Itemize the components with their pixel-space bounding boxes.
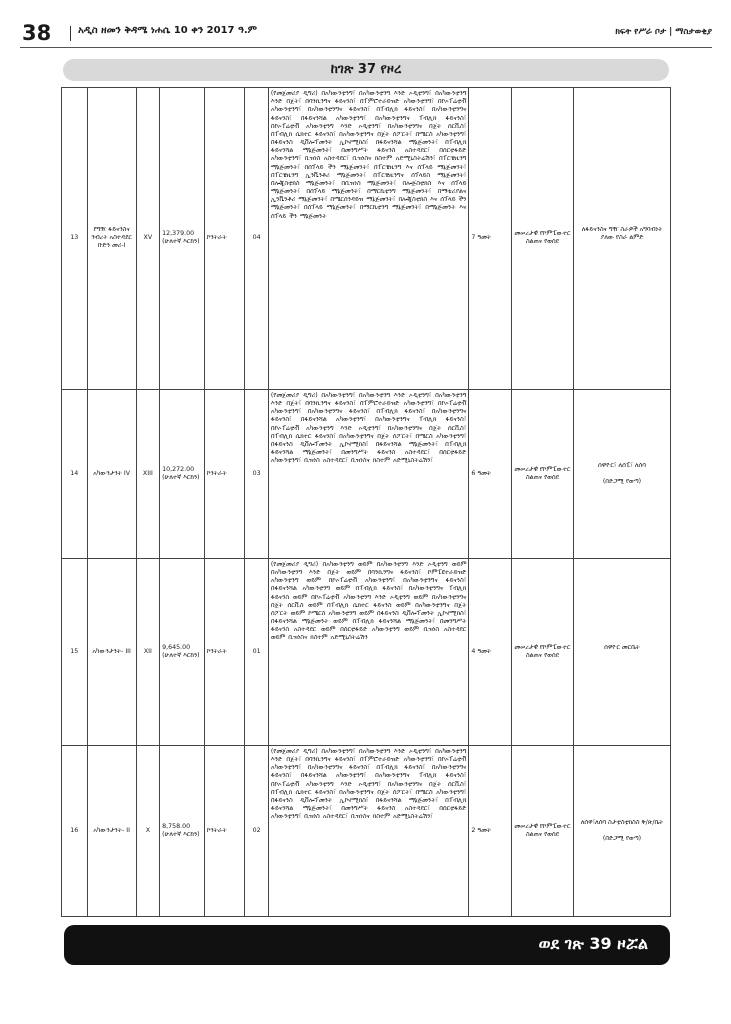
competency: መሠረታዊ የኮምፒውተር ስልጠና የወሰደ [512,745,574,916]
remark [573,389,670,558]
table-row [62,745,671,916]
remark-text: ሰዋዮር መርቤት [604,643,640,651]
salary: 9,645.00 (ሁለተኛ እርከን) [160,558,205,745]
employment-type: ኮንትራት [204,88,245,390]
position-count: 04 [245,88,268,390]
table-row [62,88,671,390]
competency: መሠረታዊ የኮምፒውተር ስልጠና የወሰደ [512,88,574,390]
salary: 10,272.00 (ሁለተኛ እርከን) [160,389,205,558]
position-count: 02 [245,745,268,916]
remark-text: ሰዋዮር፣ ለሰፒ፣ ለሰባ [598,461,646,469]
experience: 6 ዓመት [469,389,512,558]
competency: መሠረታዊ የኮምፒውተር ስልጠና የወሰደ [512,389,574,558]
remark-note: (በድጋሚ የወጣ) [602,834,642,842]
page-number: 38 [22,21,52,45]
qualification: (የመጀመሪያ ዲግሪ) በአካውንቲንግ፣ በአካውንቲንግ እንድ ኦዲቲንግ፣ በአካውንቲንግ እንድ በጀት፣ በባንኪንግና ፋይናንስ፣ በፐምሮተራይዝድ አካውንቲንግ፣ በኮኦፐሬቲቭ አካውንቲንግ፣ በአካውንቲንግና ፋይናንስ፣ በፐብሊክ ፋይናንስ፣ በአካውንቲንግና ፋይናንስ፣ በፋይናንሻል አካውንቲንግ፣ በአካውንቲንግና ፐብሊክ ፋይናንስ፣ በኮኦፐሬቲቭ አካውንቲንግ እንድ ኦዲቲንግ፣ በአካውንቲንግና በጀት ሰርቪስ፣ በፐብሊክ ሴክተር ፋይናንስ፣ በአካውንቲንግና በጀት ሰፖርት፣ በሜርስ አካውንቲንግ፣ በፋይናንስ ዲቨሎፕመንት ኢኮኖሚክስ፣ በፋይናንሻል ማኔጅመንት፣ በፐብሊክ ፋይናንሻል ማኔጅመንት፣ በመንግሥት ፋይናንስ አስተዳደር፣ በሰርቲፋይድ አካውንቲንግ፣ ቢዝነስ አስተዳደር፣ ቢዝነስና ክስተም አድሚኒስትሬሽን፣ በፐርቼዚንግ ማኔጅመንት፣ በሰፕላይ ችን ማኔጅመንት፣ በፐርቼዚንግ እና ሰፕላይ ማኔጅመንት፣ በፐርቼዚንግ ኢንቬንቶሪ ማኔጅመንት፣ በፐርቼዚንግና ሰፕላይስ ማኔጅመንት፣ በሎጂስቲክስ ማኔጅመንት፣ በቢዝነስ ማኔጅመንት፣ በሎጅስቲክስ እና ሰፕላይ ማኔጅመንት፣ በሰፕላይ ማኔጅመንት፣ በማርኬቲንግ ማኔጅመንት፣ በማቴሪያልና ኢንቬንቶሪ ማኔጅመንት፣ በሜርሰንዳይዝ ማኔጅመንት፣ በሎጂስቲክስ እና ሰፕላይ ችን ማኔጅመንት፣ በሰፕላይ ማኔጅመንት፣ በማርኬቲንግ ማኔጅመንት፣ በማኔጅመንት እና ሰፕላይ ችን ማኔጅመንት [268,88,469,390]
remark-text: ለፋይናንስና ግዥ ስራዎች አግባብነት ያለው የስራ ልምድ [581,226,663,242]
job-grade: X [136,745,159,916]
qualification: (የመጀመሪያ ዲግሪ) በአካውንቲንግ ወይም በአካውንቲንግ እንድ ኦዲቲንግ ወይም በአካውንቲንግ እንድ በጀት ወይም በባንኪንግና ፋይናንስ፣ ኮምፒዩተራይዝድ አካውንቲንግ ወይም በኮኦፐሬቲቭ አካውንቲንግ፣ በአካውንቲንግና ፋይናንስ፣ በፋይናንሻል አካውንቲንግ ወይም በፐብሊክ ፋይናንስ፣ በአካውንቲንግና ፐብሊክ ፋይናንስ ወይም በኮኦፐሬቲቭ አካውንቲንግ እንድ ኦዲቲንግ ወይም በአካውንቲንግና በጀት ሰርቪስ ወይም በፐብሊክ ሴክተር ፋይናንስ ወይም በአካውንቲንግና በጀት ሰፖርት ወይም ኮሜርስ አካውንቲንግ ወይም በፋይናንስ ዲቨሎፕመንት ኢኮኖሚክስ፣ በፋይናንሻል ማኔጅመንት ወይም በፐብሊክ ፋይናንሻል ማኔጅመንት፣ በመንግሥት ፋይናንስ አስተዳደር ወይም በሰርቲፋይድ አካውንቲንግ ወይም ቢዝነስ አስተዳደር ወይም ቢዝነስና ክስተም አድሚኒስትሬሽን [268,558,469,745]
job-grade: XV [136,88,159,390]
row-number: 15 [62,558,88,745]
continued-on-banner [64,925,670,965]
publication-line: አዲስ ዘመን ቅዳሜ ነሐሴ 10 ቀን 2017 ዓ.ም [78,25,258,36]
table-row [62,389,671,558]
continued-from-label: ከገጽ 37 የዞረ [63,59,669,81]
header-rule [20,47,712,48]
position-count: 01 [245,558,268,745]
salary: 12,379.00 (ሁለተኛ እርከን) [160,88,205,390]
experience: 7 ዓመት [469,88,512,390]
header-separator [70,26,71,41]
remark [573,745,670,916]
remark [573,88,670,390]
competency: መሠረታዊ የኮምፒውተር ስልጠና የወሰደ [512,558,574,745]
row-number: 13 [62,88,88,390]
position-count: 03 [245,389,268,558]
vacancy-table [61,87,671,917]
employment-type: ኮንትራት [204,389,245,558]
page-header [20,22,712,46]
qualification: (የመጀመሪያ ዲግሪ) በአካውንቲንግ፣ በአካውንቲንግ እንድ ኦዲቲንግ፣ በአካውንቲንግ እንድ በጀት፣ በባንኪንግና ፋይናንስ፣ በፐምሮተራይዝድ አካውንቲንግ፣ በኮኦፐሬቲቭ አካውንቲንግ፣ በአካውንቲንግና ፋይናንስ፣ በፐብሊክ ፋይናንስ፣ በአካውንቲንግና ፋይናንስ፣ በፋይናንሻል አካውንቲንግ፣ በአካውንቲንግና ፐብሊክ ፋይናንስ፣ በኮኦፐሬቲቭ አካውንቲንግ እንድ ኦዲቲንግ፣ በአካውንቲንግና በጀት ሰርቪስ፣ በፐብሊክ ሴክተር ፋይናንስ፣ በአካውንቲንግና በጀት ሰፖርት፣ በሜርስ አካውንቲንግ፣ በፋይናንስ ዲቨሎፕመንት ኢኮኖሚክስ፣ በፋይናንሻል ማኔጅመንት፣ በፐብሊክ ፋይናንሻል ማኔጅመንት፣ በመንግሥት ፋይናንስ አስተዳደር፣ በሰርቲፋይድ አካውንቲንግ፣ ቢዝነስ አስተዳደር፣ ቢዝነስና ክስተም አድሚኒስትሬሽን፣ [268,389,469,558]
salary: 8,758.00 (ሁለተኛ እርከን) [160,745,205,916]
employment-type: ኮንትራት [204,558,245,745]
section-label: ክፍት የሥራ ቦታ | ማስታወቂያ [615,27,712,37]
job-title: የግዥ ፋይናንስና ንብረት አስተዳደር ቡድን መሪ-I [87,88,136,390]
continued-on-label: ወደ ገጽ 39 ዞሯል [538,934,648,953]
employment-type: ኮንትራት [204,745,245,916]
job-title: አካውንታንት IV [87,389,136,558]
qualification: (የመጀመሪያ ዲግሪ) በአካውንቲንግ፣ በአካውንቲንግ እንድ ኦዲቲንግ፣ በአካውንቲንግ እንድ በጀት፣ በባንኪንግና ፋይናንስ፣ በፐምሮተራይዝድ አካውንቲንግ፣ በኮኦፐሬቲቭ አካውንቲንግ፣ በአካውንቲንግና ፋይናንስ፣ በፐብሊክ ፋይናንስ፣ በአካውንቲንግና ፋይናንስ፣ በፋይናንሻል አካውንቲንግ፣ በአካውንቲንግና ፐብሊክ ፋይናንስ፣ በኮኦፐሬቲቭ አካውንቲንግ እንድ ኦዲቲንግ፣ በአካውንቲንግና በጀት ሰርቪስ፣ በፐብሊክ ሴክተር ፋይናንስ፣ በአካውንቲንግና በጀት ሰፖርት፣ በሜርስ አካውንቲንግ፣ በፋይናንስ ዲቨሎፕመንት ኢኮኖሚክስ፣ በፋይናንሻል ማኔጅመንት፣ በፐብሊክ ፋይናንሻል ማኔጅመንት፣ በመንግሥት ፋይናንስ አስተዳደር፣ በሰርቲፋይድ አካውንቲንግ፣ ቢዝነስ አስተዳደር፣ ቢዝነስና ክስተም አድሚኒስትሬሽን፣ [268,745,469,916]
job-grade: XII [136,558,159,745]
row-number: 14 [62,389,88,558]
row-number: 16 [62,745,88,916]
remark-text: ለሰዋ፣ለሰባ ስታቲስቲክስስ ቅ/ጽ/ቤት [580,818,664,826]
experience: 4 ዓመት [469,558,512,745]
table-row [62,558,671,745]
remark [573,558,670,745]
remark-note: (በድጋሚ የወጣ) [602,477,642,485]
job-title: አካውንታንት- II [87,745,136,916]
experience: 2 ዓመት [469,745,512,916]
job-grade: XIII [136,389,159,558]
job-title: አካውንታንት- III [87,558,136,745]
